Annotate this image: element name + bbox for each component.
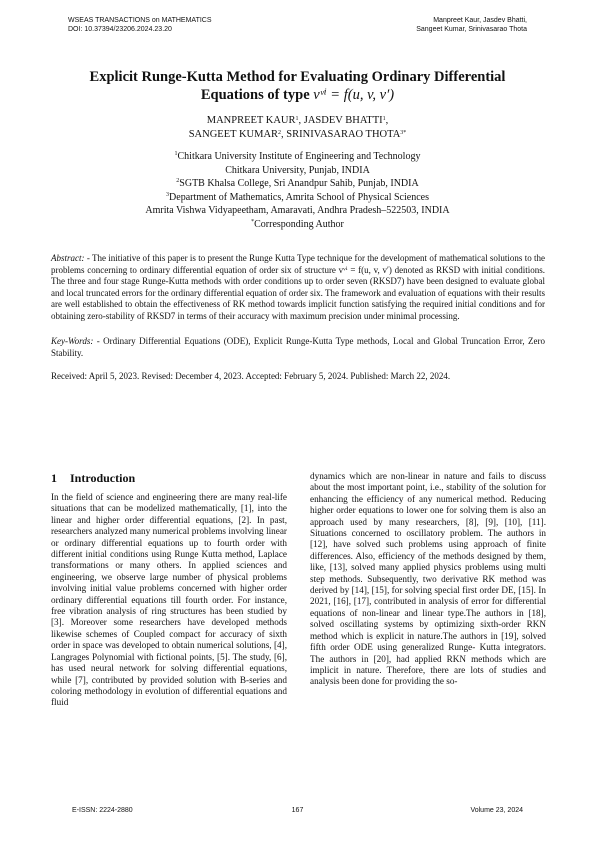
title-line1: Explicit Runge-Kutta Method for Evaluating Ordinary Differential xyxy=(89,69,506,85)
keywords-text: - Ordinary Differential Equations (ODE), Explicit Runge-Kutta Type methods, Local and Global Truncation Error, Zero Stability. xyxy=(51,336,546,358)
affiliation-3b: Amrita Vishwa Vidyapeetham, Amaravati, Andhra Pradesh–522503, INDIA xyxy=(145,205,450,217)
paper-title xyxy=(40,68,555,104)
author-name: JASDEV BHATTI xyxy=(303,115,383,126)
corresponding-text: Corresponding Author xyxy=(254,218,344,230)
abstract xyxy=(51,253,545,323)
author-sup: 2 xyxy=(278,130,282,136)
author-name: MANPREET KAUR xyxy=(206,115,296,126)
title-line2 xyxy=(40,86,555,104)
keywords-label: Key-Words: xyxy=(51,336,94,346)
author-name: SRINIVASARAO THOTA xyxy=(286,129,401,140)
abstract-text: - The initiative of this paper is to present the Runge Kutta Type technique for the development of mathematical solutions to the problems concerning to ordinary differential equation of order six of structure vᵛⁱ = f(u, v, v′) denoted as RKSD with initial conditions. The three and four stage Runge-Kutta methods with order conditions up to order seven (RKSD7) have been designed to evaluate global and local truncated errors for the ordinary differential equation of order six. The framework and evaluation of equations with their results are well established to obtain the effectiveness of RK method towards implicit function satisfying the required initial conditions and for obtaining zero-stability of RKSD7 in terms of their accuracy with maximum precision under minimal processing. xyxy=(51,253,546,321)
affiliation-sup: 2 xyxy=(176,178,180,185)
affiliation-sup: * xyxy=(251,218,255,225)
affiliation-sup: 3 xyxy=(166,191,170,198)
abstract-label: Abstract: xyxy=(51,253,85,263)
affiliation-3 xyxy=(40,191,555,205)
section-number: 1 xyxy=(51,471,57,485)
author-list xyxy=(40,114,555,142)
author-line1: MANPREET KAUR$^1$, JASDEV BHATTI$^1$, xyxy=(206,115,389,126)
author-sup: 3* xyxy=(400,130,407,136)
title-equation: vᵛⁱ = f(u, v, v′) xyxy=(313,87,395,103)
affiliation-1b: Chitkara University, Punjab, INDIA xyxy=(225,164,370,176)
body-column-left: In the field of science and engineering there are many real-life situations that can be modelized mathematically, [1], into the linear and higher order differential equations, [2]. In past, researchers analyzed many numerical problems involving linear or ordinary differential equations up to fourth order with different initial conditions using Runge Kutta method, Laplace transformations or many others. In applied sciences and engineering, we observe large number of physical problems involving initial value problems concerned with higher order ordinary differential equations till fourth order. For instance, free vibration analysis of ring structures has been studied by [3]. Moreover some researchers have developed methods likewise schemes of Coupled compact for accuracy of sixth order in space was developed to obtain numerical solutions, [4], Langrages Polynomial with fictional points, [5]. The study, [6], has used neural network for solving differential equations, while [7], contributed by provided solution with B-series and coloring methodology in evolution of differential equations and fluid xyxy=(51,492,287,708)
journal-name: WSEAS TRANSACTIONS on MATHEMATICS xyxy=(68,17,212,24)
author-line2: SANGEET KUMAR$^2$, SRINIVASARAO $THOTA^{3*}$ xyxy=(188,129,407,140)
affiliation-text: Chitkara University Institute of Engineering and Technology xyxy=(177,151,421,162)
body-column-right: dynamics which are non-linear in nature and fails to discuss about the most important point, i.e., stability of the solution for enhancing the efficiency of any numerical method. Reducing higher order equations to lower one for solving them is also an approach used by many researchers, [8], [9], [10], [11]. Situations concerned to oscillatory problem. The authors in [12], have solved such problems using approach of finite differences. Also, efficiency of the methods designed by them, like, [13], solved many applied physics problems using multi step methods. Subsequently, two derivative RK method was derived by [14], [15], for solving special first order DE, [15]. In 2021, [16], [17], contributed in analysis of error for differential equations of non-linear and linear type.The authors in [18], solved oscillating systems by optimizing sixth-order RKN method which is explicit in nature.The authors in [19], solved fifth order ODE using generalized Runge- Kutta integrators. The authors in [20], had applied RKN methods which are implicit in nature. Therefore, there are lots of studies and analysis been done for providing the so- xyxy=(310,471,546,687)
section-heading xyxy=(51,471,135,486)
author-sup: 1 xyxy=(295,116,299,122)
running-header-left xyxy=(68,16,212,34)
affiliation-1 xyxy=(40,150,555,164)
author-sup: 1 xyxy=(382,116,386,122)
header-authors-line2: Sangeet Kumar, Srinivasarao Thota xyxy=(416,26,527,33)
publication-dates: Received: April 5, 2023. Revised: December 4, 2023. Accepted: February 5, 2024. Published: March 22, 2024. xyxy=(51,371,451,381)
affiliation-2 xyxy=(40,177,555,191)
running-header-right xyxy=(416,16,527,34)
footer-page-number: 167 xyxy=(291,807,304,814)
affiliation-text: SGTB Khalsa College, Sri Anandpur Sahib, Punjab, INDIA xyxy=(179,178,419,190)
affiliations xyxy=(40,150,555,232)
footer-volume: Volume 23, 2024 xyxy=(470,807,523,814)
title-line2-text: Equations of type xyxy=(200,87,310,103)
header-authors-line1: Manpreet Kaur, Jasdev Bhatti, xyxy=(433,17,527,24)
author-name: SANGEET KUMAR xyxy=(188,129,279,140)
section-title: Introduction xyxy=(70,471,136,485)
doi: DOI: 10.37394/23206.2024.23.20 xyxy=(68,26,172,33)
affiliation-text: Department of Mathematics, Amrita School of Physical Sciences xyxy=(169,191,429,203)
affiliation-sup: 1 xyxy=(174,151,178,157)
keywords xyxy=(51,336,545,359)
footer-issn: E-ISSN: 2224-2880 xyxy=(72,807,133,814)
corresponding-author xyxy=(40,218,555,232)
